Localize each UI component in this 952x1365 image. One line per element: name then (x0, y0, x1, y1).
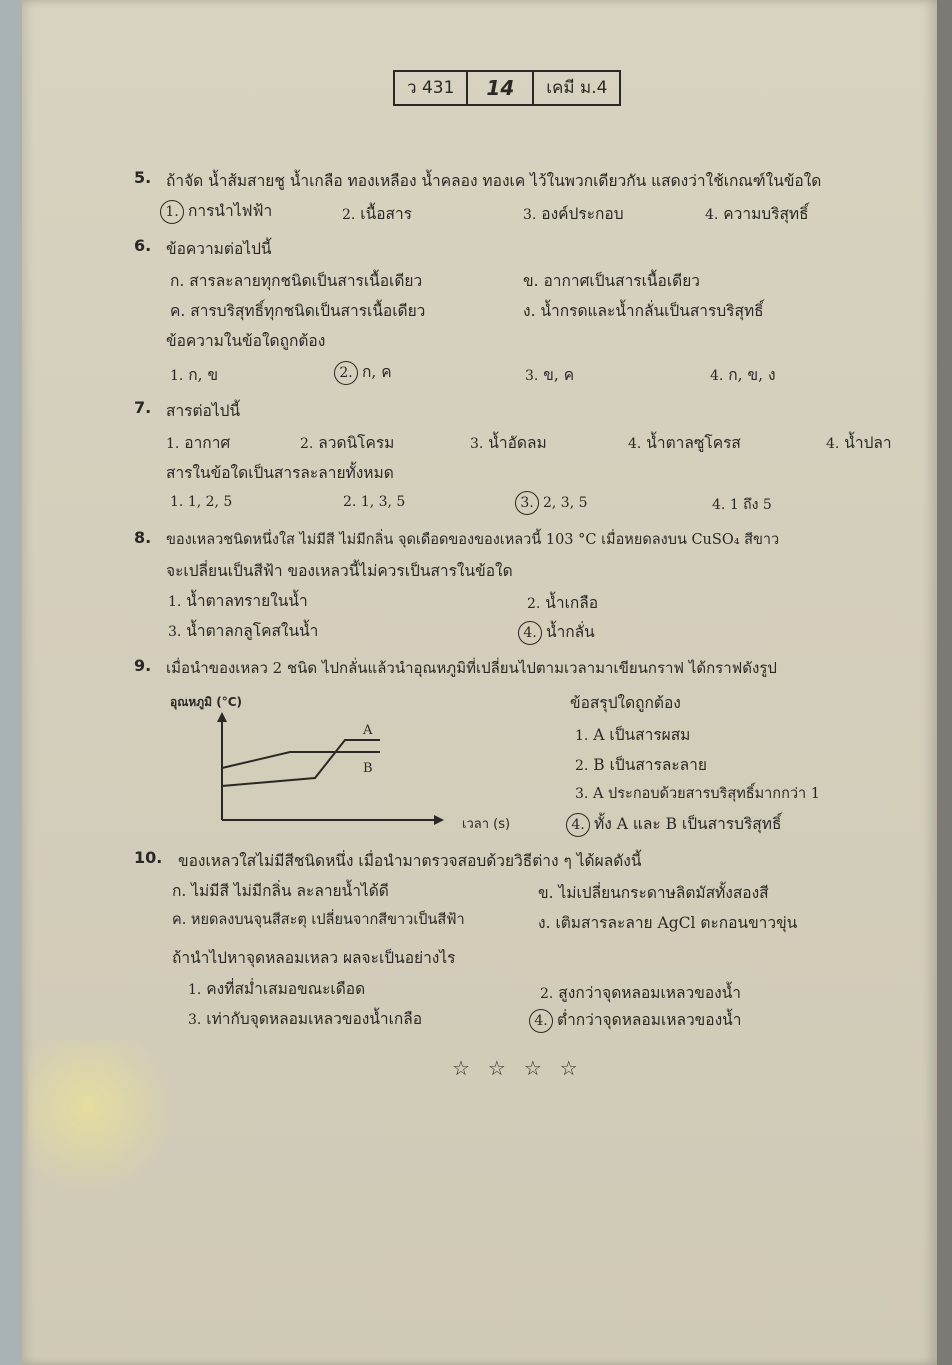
q7-item-1: 1. อากาศ (166, 434, 231, 452)
q5-choice-2: 2. เนื้อสาร (342, 205, 412, 223)
q10-stmt-kho: ข. ไม่เปลี่ยนกระดาษลิตมัสทั้งสองสี (538, 884, 769, 902)
q10-ask: ถ้านำไปหาจุดหลอมเหลว ผลจะเป็นอย่างไร (172, 949, 456, 967)
graph-x-label: เวลา (s) (462, 817, 511, 832)
q9-ask: ข้อสรุปใดถูกต้อง (570, 694, 681, 712)
q10-stmt-ngo: ง. เติมสารละลาย AgCl ตะกอนขาวขุ่น (538, 914, 798, 932)
background-edge-left (0, 0, 22, 1365)
answer-circle: 4. (529, 1009, 553, 1033)
q10-stmt-ka: ก. ไม่มีสี ไม่มีกลิ่น ละลายน้ำได้ดี (172, 882, 389, 900)
q7-choice-2: 2. 1, 3, 5 (343, 494, 406, 510)
footer-stars: ☆☆☆☆ (452, 1056, 596, 1080)
q10-choice-2: 2. สูงกว่าจุดหลอมเหลวของน้ำ (540, 984, 741, 1002)
q7-item-5: 4. น้ำปลา (826, 434, 892, 452)
background-edge-right (937, 0, 952, 1365)
curve-b-label: B (363, 761, 373, 776)
q8-number: 8. (134, 528, 152, 547)
q6-stmt-kho: ข. อากาศเป็นสารเนื้อเดียว (523, 272, 700, 290)
q9-number: 9. (134, 656, 152, 675)
q9-choice-1: 1. A เป็นสารผสม (575, 726, 691, 744)
q10-text: ของเหลวใสไม่มีสีชนิดหนึ่ง เมื่อนำมาตรวจสอบด้วยวิธีต่าง ๆ ได้ผลดังนี้ (178, 852, 642, 870)
q7-text: สารต่อไปนี้ (166, 402, 241, 420)
q10-choice-1: 1. คงที่สม่ำเสมอขณะเดือด (188, 980, 366, 998)
q8-choice-3: 3. น้ำตาลกลูโคสในน้ำ (168, 622, 319, 640)
q7-item-4: 4. น้ำตาลซูโครส (628, 434, 741, 452)
answer-circle: 3. (515, 491, 539, 515)
q6-stmt-ka: ก. สารละลายทุกชนิดเป็นสารเนื้อเดียว (170, 272, 423, 290)
q6-choice-4: 4. ก, ข, ง (710, 366, 776, 384)
q7-ask: สารในข้อใดเป็นสารละลายทั้งหมด (166, 464, 394, 482)
q5-choice-3: 3. องค์ประกอบ (523, 205, 624, 223)
q8-line2: จะเปลี่ยนเป็นสีฟ้า ของเหลวนี้ไม่ควรเป็นสารในข้อใด (166, 562, 513, 580)
q10-number: 10. (134, 848, 163, 867)
answer-circle: 4. (566, 813, 590, 837)
q7-item-2: 2. ลวดนิโครม (300, 434, 395, 452)
q6-text: ข้อความต่อไปนี้ (166, 240, 272, 258)
q6-number: 6. (134, 236, 152, 255)
y-axis-arrow (217, 712, 227, 722)
q6-choice-3: 3. ข, ค (525, 366, 575, 384)
q10-stmt-kho-khwai: ค. หยดลงบนจุนสีสะตุ เปลี่ยนจากสีขาวเป็นสีฟ้า (172, 912, 465, 928)
curve-a-label: A (363, 723, 373, 738)
q5-number: 5. (134, 168, 152, 187)
q7-item-3: 3. น้ำอัดลม (470, 434, 547, 452)
q7-choice-4: 4. 1 ถึง 5 (712, 497, 772, 513)
q7-choice-3: 3. 2, 3, 5 (515, 491, 588, 515)
q6-ask: ข้อความในข้อใดถูกต้อง (166, 332, 326, 350)
q6-stmt-ngo: ง. น้ำกรดและน้ำกลั่นเป็นสารบริสุทธิ์ (523, 302, 764, 320)
q9-choice-3: 3. A ประกอบด้วยสารบริสุทธิ์มากกว่า 1 (575, 786, 820, 802)
q8-choice-2: 2. น้ำเกลือ (527, 594, 599, 612)
q5-choice-1: 1. การนำไฟฟ้า (160, 198, 272, 224)
x-axis-arrow (434, 815, 444, 825)
q10-choice-4: 4. ต่ำกว่าจุดหลอมเหลวของน้ำ (529, 1007, 741, 1033)
answer-circle: 1. (160, 200, 184, 224)
q9-choice-2: 2. B เป็นสารละลาย (575, 756, 707, 774)
q10-choice-3: 3. เท่ากับจุดหลอมเหลวของน้ำเกลือ (188, 1010, 423, 1028)
q5-text: ถ้าจัด น้ำส้มสายชู น้ำเกลือ ทองเหลือง น้ำคลอง ทองเค ไว้ในพวกเดียวกัน แสดงว่าใช้เกณฑ์ในข้อใด (166, 172, 822, 190)
q9-choice-4: 4. ทั้ง A และ B เป็นสารบริสุทธิ์ (566, 811, 781, 837)
q7-choice-1: 1. 1, 2, 5 (170, 494, 233, 510)
q8-line1: ของเหลวชนิดหนึ่งใส ไม่มีสี ไม่มีกลิ่น จุดเดือดของของเหลวนี้ 103 °C เมื่อหยดลงบน CuSO₄ สีขาว (166, 532, 780, 548)
q9-text: เมื่อนำของเหลว 2 ชนิด ไปกลั่นแล้วนำอุณหภูมิที่เปลี่ยนไปตามเวลามาเขียนกราฟ ได้กราฟดังรูป (166, 659, 777, 677)
q6-choice-1: 1. ก, ข (170, 366, 219, 384)
q6-choice-2: 2. ก, ค (334, 359, 392, 385)
distillation-graph (170, 690, 460, 830)
curve-a (222, 752, 380, 768)
q8-choice-4: 4. น้ำกลั่น (518, 619, 595, 645)
q7-number: 7. (134, 398, 152, 417)
page-header (393, 70, 621, 106)
subject-label: เคมี ม.4 (546, 78, 608, 98)
answer-circle: 2. (334, 361, 358, 385)
q8-choice-1: 1. น้ำตาลทรายในน้ำ (168, 592, 308, 610)
paper-stain (28, 1040, 178, 1190)
course-code: ว 431 (395, 72, 468, 104)
graph-y-label: อุณหภูมิ (°C) (170, 695, 243, 709)
q6-stmt-kho-khwai: ค. สารบริสุทธิ์ทุกชนิดเป็นสารเนื้อเดียว (170, 302, 426, 320)
q5-choice-4: 4. ความบริสุทธิ์ (705, 205, 809, 223)
page-number: 14 (468, 72, 534, 104)
answer-circle: 4. (518, 621, 542, 645)
